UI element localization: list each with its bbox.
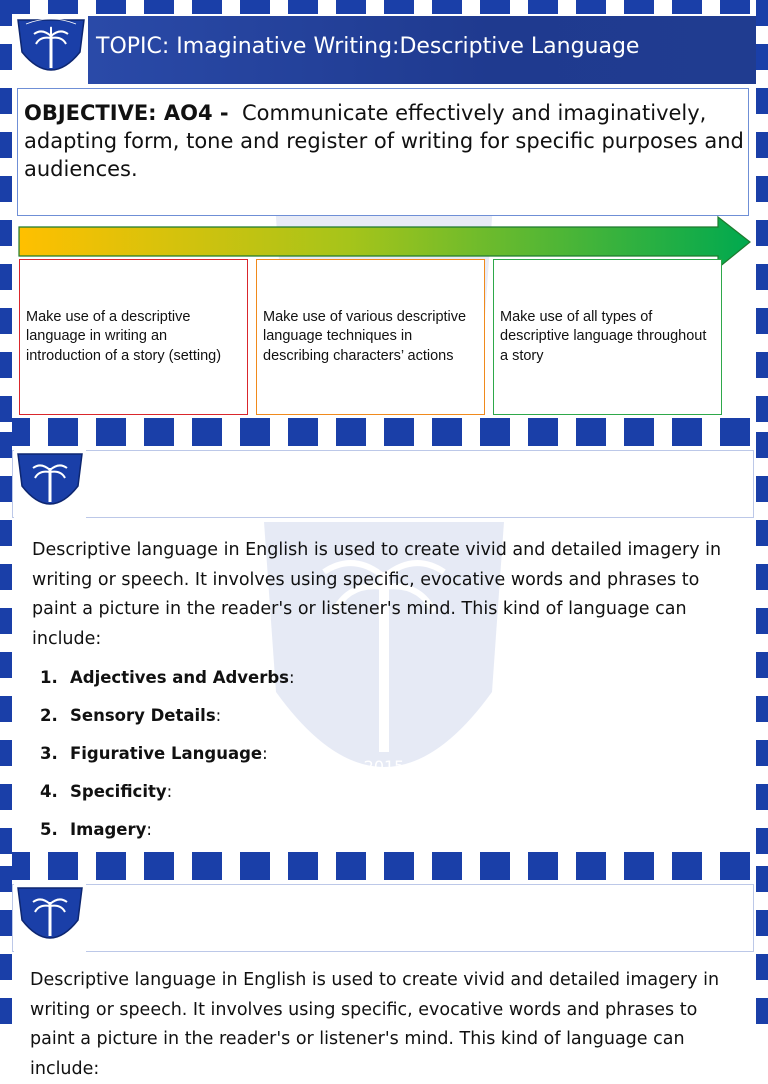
slide-2: [0, 432, 768, 866]
slide-border-right: [756, 0, 768, 432]
slide-border-top: [0, 432, 768, 446]
slide-border-left: [0, 0, 12, 432]
step-box-3: [493, 259, 722, 415]
list-item: [32, 735, 632, 773]
list-item-number: 5.: [40, 820, 58, 839]
school-shield-logo: [14, 450, 86, 520]
slide-border-top: [0, 0, 768, 14]
list-item-term: Adjectives and Adverbs: [70, 668, 289, 687]
list-item: [32, 811, 632, 849]
intro-text: Descriptive language in English is used to create vivid and detailed imagery in writing or speech. It involves using specific, evocative words and phrases to paint a picture in the reader's or listener's mind. This kind of language can include:: [30, 970, 720, 1079]
slide-border-bottom: [0, 852, 768, 866]
list-item-term: Specificity: [70, 782, 167, 801]
list-item-number: 3.: [40, 744, 58, 763]
header-bar: [12, 884, 754, 952]
list-item-suffix: :: [146, 820, 152, 839]
page-title: TOPIC: Imaginative Writing:Descriptive Language: [96, 34, 640, 59]
objective-label: OBJECTIVE: AO4 -: [24, 101, 229, 125]
list-item: [32, 773, 632, 811]
list-item-suffix: :: [289, 668, 295, 687]
school-shield-logo: [14, 884, 86, 954]
list-item-number: 2.: [40, 706, 58, 725]
slide-border-bottom: [0, 418, 768, 432]
list-item-suffix: :: [262, 744, 268, 763]
slide-border-right: [756, 432, 768, 866]
step-box-2: [256, 259, 485, 415]
list-item-suffix: :: [215, 706, 222, 725]
slide-border-left: [0, 866, 12, 1024]
slide-border-left: [0, 432, 12, 866]
list-item: [32, 697, 632, 735]
objective-box: [17, 88, 749, 216]
list-item-term: Sensory Details: [70, 706, 216, 725]
list-item-number: 4.: [40, 782, 58, 801]
slide-1: [0, 0, 768, 432]
slide-3: [0, 866, 768, 1079]
school-shield-logo: [14, 16, 88, 86]
list-item-number: 1.: [40, 668, 58, 687]
feature-list: [32, 659, 632, 849]
list-item: [32, 659, 632, 697]
intro-paragraph: [30, 966, 732, 1084]
step-box-1: [19, 259, 248, 415]
header-bar: [12, 450, 754, 518]
slide-border-top: [0, 866, 768, 880]
slide-border-right: [756, 866, 768, 1024]
intro-paragraph: [32, 536, 732, 654]
intro-text: Descriptive language in English is used to create vivid and detailed imagery in writing or speech. It involves using specific, evocative words and phrases to paint a picture in the reader's or listener's mind. This kind of language can include:: [32, 540, 722, 649]
objective-text: [24, 99, 744, 183]
list-item-suffix: :: [166, 782, 173, 801]
step-text-2: Make use of various descriptive language techniques in describing characters’ actions: [263, 308, 467, 364]
objective-description: Communicate effectively and imaginatively, adapting form, tone and register of writing for specific purposes and audiences.: [24, 101, 744, 181]
step-text-3: Make use of all types of descriptive language throughout a story: [500, 308, 707, 364]
list-item-term: Imagery: [70, 820, 147, 839]
step-text-1: Make use of a descriptive language in writing an introduction of a story (setting): [26, 308, 222, 364]
title-bar: [88, 16, 756, 84]
list-item-term: Figurative Language: [70, 744, 263, 763]
